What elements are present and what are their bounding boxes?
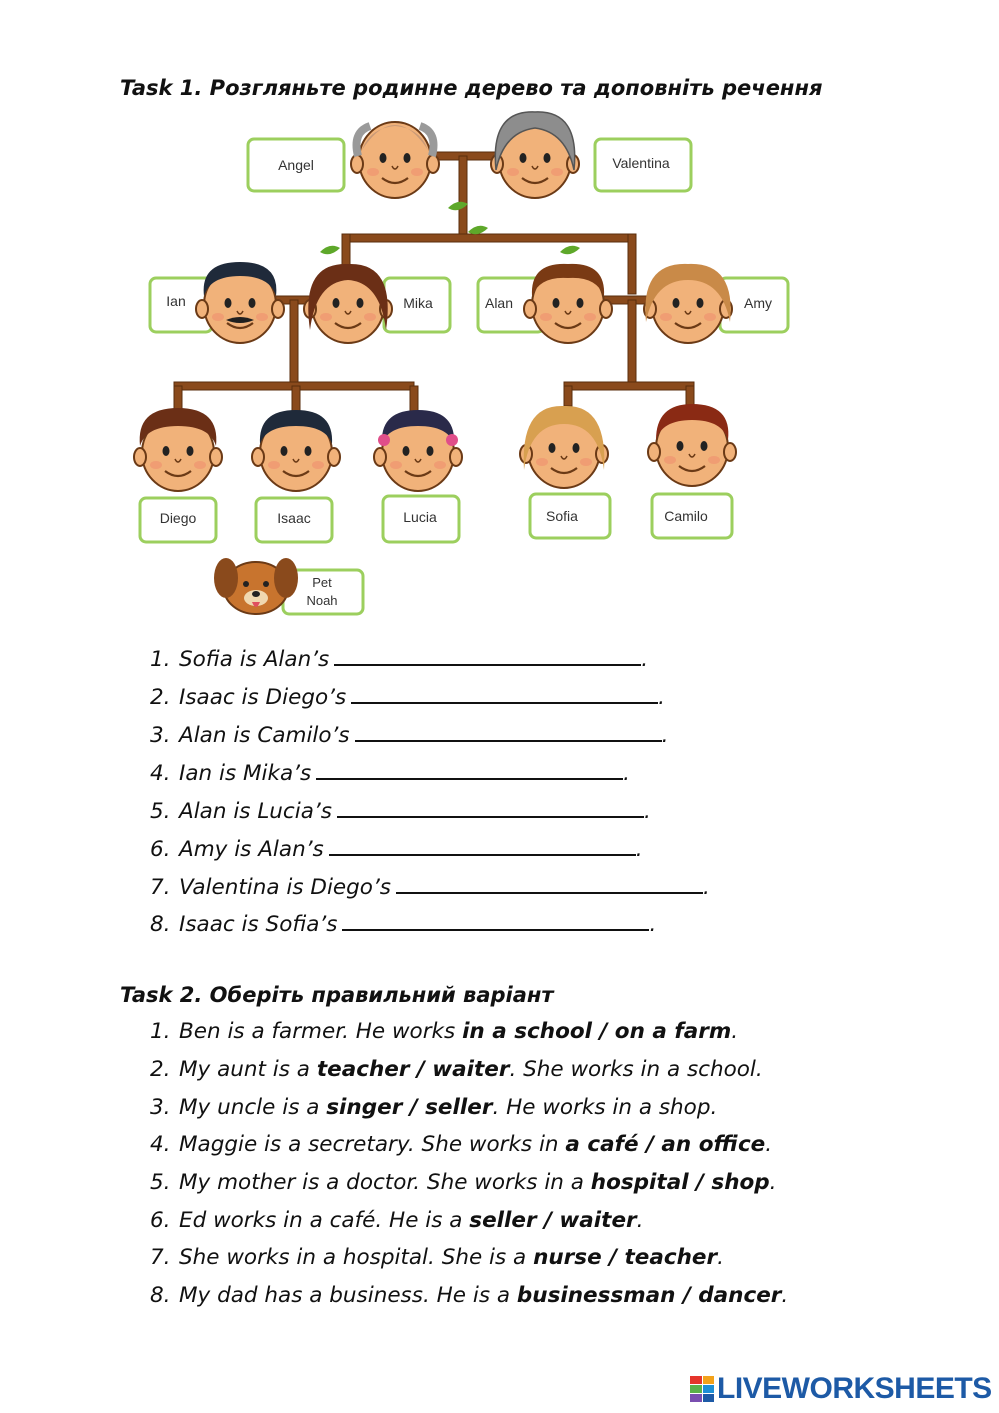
name-camilo: Camilo — [664, 508, 708, 524]
choice-pre: She works in a hospital. She is a — [179, 1245, 527, 1270]
sentence-row — [150, 907, 656, 935]
name-ian: Ian — [166, 293, 186, 309]
choice-row — [150, 1094, 717, 1122]
sentence-end: . — [641, 647, 649, 672]
choice-pre: My aunt is a — [179, 1057, 310, 1082]
task1-title: Task 1. Розгляньте родинне дерево та доповніть речення — [120, 76, 823, 100]
face-lucia-icon — [374, 410, 462, 491]
answer-blank[interactable] — [337, 794, 644, 818]
choice-options[interactable]: hospital / shop — [590, 1170, 770, 1195]
sentence-text: Amy is Alan’s — [179, 837, 324, 862]
choice-options[interactable]: in a school / on a farm — [462, 1019, 732, 1044]
choice-number: 5. — [150, 1170, 171, 1195]
sentence-text: Alan is Lucia’s — [179, 799, 332, 824]
sentence-end: . — [702, 875, 710, 900]
leaf-icon — [320, 246, 340, 255]
choice-options[interactable]: businessman / dancer — [516, 1283, 782, 1308]
pet-label-line2: Noah — [306, 593, 338, 608]
sentence-row — [150, 680, 665, 708]
choice-post: . She works in a school. — [509, 1057, 763, 1082]
answer-blank[interactable] — [355, 718, 662, 742]
name-sofia: Sofia — [546, 508, 578, 524]
choice-number: 7. — [150, 1245, 171, 1270]
sentence-row — [150, 756, 630, 784]
choice-number: 4. — [150, 1132, 171, 1157]
sentence-number: 3. — [150, 723, 171, 748]
choice-number: 3. — [150, 1095, 171, 1120]
face-angel-icon — [351, 122, 439, 198]
answer-blank[interactable] — [316, 756, 623, 780]
face-valentina-icon — [491, 112, 579, 198]
choice-post: . — [781, 1283, 789, 1308]
name-mika: Mika — [403, 295, 433, 311]
face-camilo-icon — [648, 404, 736, 486]
face-diego-icon — [134, 408, 222, 491]
sentence-number: 2. — [150, 685, 171, 710]
choice-pre: Ed works in a café. He is a — [179, 1208, 463, 1233]
choice-row — [150, 1169, 777, 1197]
sentence-number: 7. — [150, 875, 171, 900]
choice-pre: My mother is a doctor. She works in a — [179, 1170, 584, 1195]
name-diego: Diego — [159, 510, 197, 526]
choice-post: . — [731, 1019, 739, 1044]
sentence-text: Sofia is Alan’s — [179, 647, 330, 672]
logo-grid-icon — [690, 1376, 714, 1402]
sentence-text: Isaac is Diego’s — [179, 685, 347, 710]
leaf-icon — [560, 246, 580, 255]
sentence-row — [150, 794, 651, 822]
name-valentina: Valentina — [612, 155, 670, 171]
name-angel: Angel — [278, 157, 314, 173]
choice-pre: Ben is a farmer. He works — [179, 1019, 456, 1044]
sentence-row — [150, 870, 710, 898]
name-isaac: Isaac — [277, 510, 311, 526]
choice-options[interactable]: teacher / waiter — [316, 1057, 510, 1082]
choice-pre: My dad has a business. He is a — [179, 1283, 511, 1308]
answer-blank[interactable] — [334, 642, 641, 666]
sentence-end: . — [623, 761, 631, 786]
choice-number: 6. — [150, 1208, 171, 1233]
family-tree — [0, 0, 999, 640]
sentence-number: 1. — [150, 647, 171, 672]
pet-label-line1: Pet — [312, 575, 332, 590]
choice-number: 1. — [150, 1019, 171, 1044]
choice-pre: My uncle is a — [179, 1095, 320, 1120]
choice-row — [150, 1056, 763, 1084]
answer-blank[interactable] — [329, 832, 636, 856]
sentence-text: Ian is Mika’s — [179, 761, 312, 786]
logo-text: LIVEWORKSHEETS — [717, 1372, 992, 1405]
task2-title: Task 2. Оберіть правильний варіант — [120, 983, 554, 1007]
choice-row — [150, 1282, 788, 1310]
sentence-row — [150, 832, 643, 860]
choice-pre: Maggie is a secretary. She works in — [179, 1132, 559, 1157]
answer-blank[interactable] — [396, 870, 703, 894]
choice-number: 2. — [150, 1057, 171, 1082]
sentence-end: . — [635, 837, 643, 862]
sentence-end: . — [643, 799, 651, 824]
sentence-end: . — [658, 685, 665, 710]
choice-post: . — [769, 1170, 777, 1195]
liveworksheets-logo — [690, 1373, 992, 1405]
choice-options[interactable]: seller / waiter — [469, 1208, 637, 1233]
sentence-text: Alan is Camilo’s — [179, 723, 350, 748]
choice-number: 8. — [150, 1283, 171, 1308]
sentence-number: 5. — [150, 799, 171, 824]
sentence-row — [150, 718, 668, 746]
choice-row — [150, 1244, 724, 1272]
choice-row — [150, 1131, 772, 1159]
choice-options[interactable]: a café / an office — [565, 1132, 766, 1157]
face-amy-icon — [644, 264, 732, 343]
sentence-end: . — [649, 912, 657, 937]
answer-blank[interactable] — [351, 680, 658, 704]
choice-post: . — [636, 1208, 644, 1233]
name-amy: Amy — [744, 295, 772, 311]
choice-post: . He works in a shop. — [492, 1095, 718, 1120]
name-alan: Alan — [484, 295, 514, 311]
sentence-text: Isaac is Sofia’s — [179, 912, 338, 937]
face-mika-icon — [304, 264, 392, 343]
sentence-row — [150, 642, 648, 670]
sentence-number: 4. — [150, 761, 171, 786]
choice-row — [150, 1018, 738, 1046]
choice-post: . — [765, 1132, 773, 1157]
choice-row — [150, 1207, 643, 1235]
sentence-number: 8. — [150, 912, 171, 937]
choice-post: . — [717, 1245, 724, 1270]
answer-blank[interactable] — [342, 907, 649, 931]
sentence-end: . — [661, 723, 669, 748]
name-lucia: Lucia — [403, 509, 437, 525]
sentence-text: Valentina is Diego’s — [179, 875, 391, 900]
sentence-number: 6. — [150, 837, 171, 862]
face-sofia-icon — [520, 406, 608, 488]
leaf-icon — [468, 226, 488, 235]
choice-options[interactable]: singer / seller — [326, 1095, 493, 1120]
face-isaac-icon — [252, 410, 340, 491]
choice-options[interactable]: nurse / teacher — [533, 1245, 718, 1270]
